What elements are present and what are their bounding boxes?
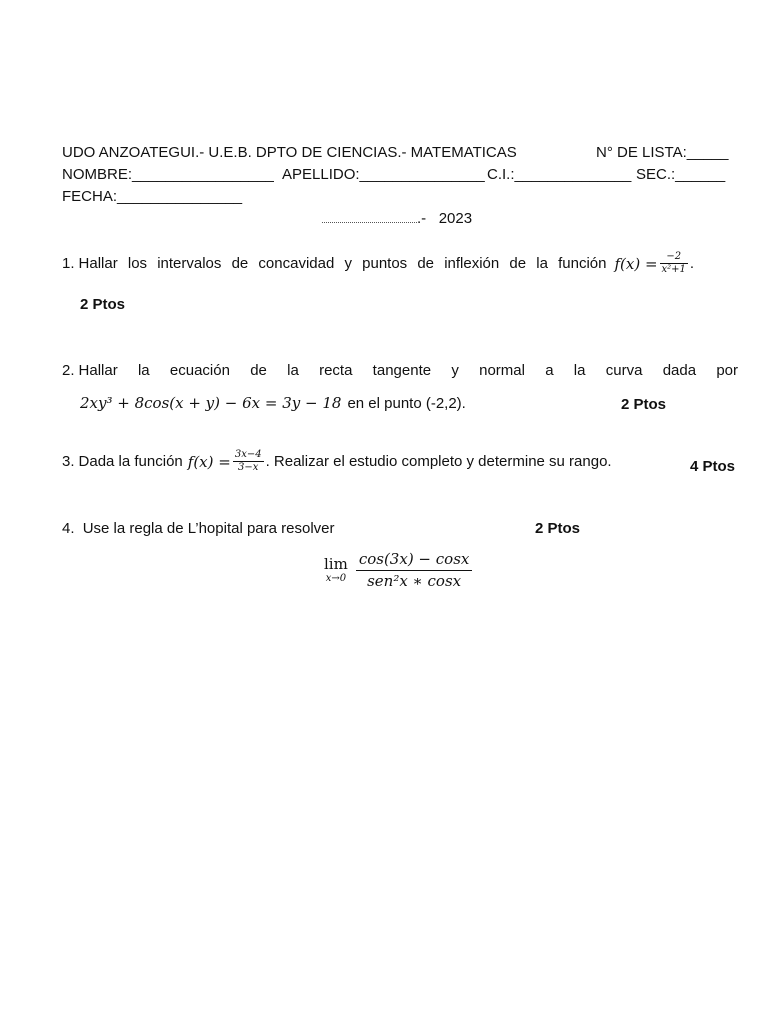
fraction-denominator: x²+1 (661, 264, 686, 275)
question-4-points: 2 Ptos (535, 520, 581, 537)
fraction-denominator: 3−x (238, 462, 259, 473)
question-4-text: Use la regla de L’hopital para resolver (82, 520, 335, 537)
limit-word: lim (324, 555, 348, 573)
limit-operator (324, 557, 348, 584)
question-2 (62, 362, 738, 379)
question-3-text-after: . Realizar el estudio completo y determine su rango. (265, 453, 612, 470)
question-3-points: 4 Ptos (690, 458, 736, 475)
question-1-fraction (660, 252, 688, 275)
section-field[interactable]: SEC.:______ (636, 166, 726, 183)
name-field[interactable]: NOMBRE:_________________ (62, 166, 274, 183)
year: 2023 (438, 210, 473, 227)
surname-field[interactable]: APELLIDO:_______________ (282, 166, 485, 183)
question-1-function: f(x) = (614, 254, 658, 273)
question-4-number: 4. (62, 520, 75, 537)
limit-expression (324, 552, 474, 589)
ci-field[interactable]: C.I.:______________ (487, 166, 632, 183)
date-field[interactable]: FECHA:_______________ (62, 188, 243, 205)
question-1 (62, 252, 746, 275)
list-number-field[interactable]: N° DE LISTA:_____ (596, 144, 729, 161)
question-3-text: Dada la función (78, 453, 183, 470)
question-2-points: 2 Ptos (621, 396, 667, 413)
question-3-number: 3. (62, 453, 75, 470)
header-institution: UDO ANZOATEGUI.- U.E.B. DPTO DE CIENCIAS.- MATEMATICAS (62, 144, 517, 161)
question-3 (62, 450, 612, 473)
question-2-equation: 2xy³ + 8cos(x + y) − 6x = 3y − 18 (80, 394, 342, 412)
question-2-line2 (80, 394, 466, 412)
question-2-number: 2. (62, 362, 75, 379)
question-1-end: . (689, 255, 695, 272)
year-line (322, 210, 472, 227)
year-separator: .- (417, 210, 427, 227)
question-1-points: 2 Ptos (80, 296, 126, 313)
question-3-function: f(x) = (187, 452, 231, 471)
question-3-fraction (233, 450, 264, 473)
limit-subscript: x→0 (325, 573, 347, 584)
question-2-text: Hallar la ecuación de la recta tangente y normal a la curva dada por (78, 362, 738, 379)
fraction-numerator: −2 (660, 252, 688, 264)
question-1-text: Hallar los intervalos de concavidad y puntos de inflexión de la función (78, 255, 607, 272)
question-1-number: 1. (62, 255, 75, 272)
fraction-numerator: cos(3x) − cosx (356, 552, 473, 571)
dotted-blank[interactable] (322, 210, 417, 223)
question-2-point: en el punto (-2,2). (347, 395, 466, 412)
limit-fraction (356, 552, 473, 589)
fraction-numerator: 3x−4 (234, 449, 262, 460)
question-4 (62, 520, 335, 537)
fraction-denominator: sen²x ∗ cosx (367, 572, 462, 590)
